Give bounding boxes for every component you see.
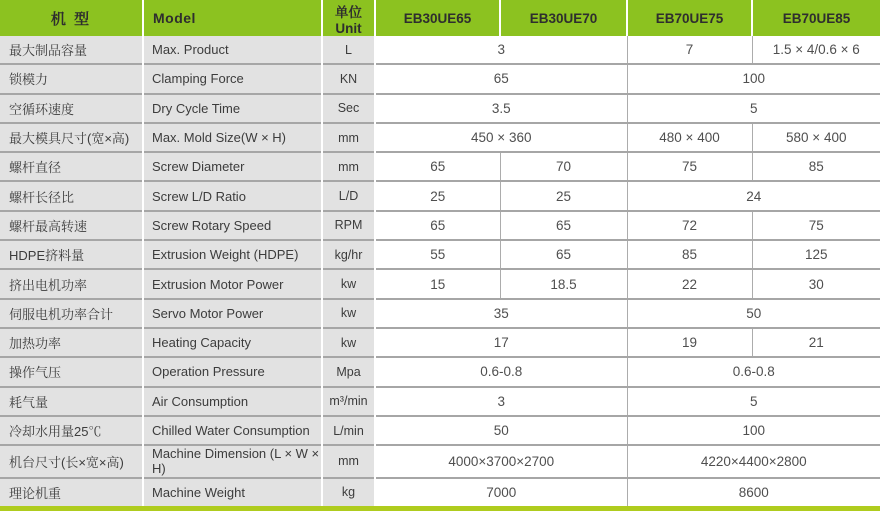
spec-row xyxy=(0,357,880,386)
spec-value-cell: 0.6-0.8 xyxy=(627,357,880,386)
spec-unit: Sec xyxy=(322,94,375,123)
spec-row xyxy=(0,478,880,507)
spec-label-cn: 最大制品容量 xyxy=(0,36,143,64)
spec-unit: kw xyxy=(322,299,375,328)
spec-label-cn: 加热功率 xyxy=(0,328,143,357)
spec-value-cell: 35 xyxy=(375,299,627,328)
spec-row xyxy=(0,36,880,64)
spec-unit: kg xyxy=(322,478,375,507)
spec-label-en: Screw Diameter xyxy=(143,152,322,181)
spec-value-cell: 450 × 360 xyxy=(375,123,627,152)
header-model-cn: 机 型 xyxy=(0,0,143,36)
spec-value-cell: 65 xyxy=(500,240,627,269)
spec-label-cn: 螺杆直径 xyxy=(0,152,143,181)
header-unit: 单位Unit xyxy=(322,0,375,36)
spec-value-cell: 5 xyxy=(627,387,880,416)
spec-value-cell: 19 xyxy=(627,328,752,357)
spec-row xyxy=(0,94,880,123)
spec-value-cell: 25 xyxy=(375,181,500,210)
spec-row xyxy=(0,299,880,328)
spec-value-cell: 72 xyxy=(627,211,752,240)
spec-label-cn: 空循环速度 xyxy=(0,94,143,123)
header-model-eb30ue65: EB30UE65 xyxy=(375,0,500,36)
spec-label-en: Heating Capacity xyxy=(143,328,322,357)
spec-row xyxy=(0,123,880,152)
spec-label-en: Clamping Force xyxy=(143,64,322,93)
spec-value-cell: 100 xyxy=(627,416,880,445)
spec-value-cell: 65 xyxy=(375,152,500,181)
spec-value-cell: 55 xyxy=(375,240,500,269)
spec-value-cell: 7 xyxy=(627,36,752,64)
spec-label-cn: 冷却水用量25℃ xyxy=(0,416,143,445)
spec-unit: mm xyxy=(322,445,375,477)
spec-label-en: Operation Pressure xyxy=(143,357,322,386)
header-model-eb70ue75: EB70UE75 xyxy=(627,0,752,36)
spec-label-en: Dry Cycle Time xyxy=(143,94,322,123)
spec-value-cell: 65 xyxy=(500,211,627,240)
spec-label-cn: 机台尺寸(长×宽×高) xyxy=(0,445,143,477)
spec-value-cell: 70 xyxy=(500,152,627,181)
spec-label-cn: 伺服电机功率合计 xyxy=(0,299,143,328)
header-model-eb30ue70: EB30UE70 xyxy=(500,0,627,36)
spec-unit: mm xyxy=(322,123,375,152)
spec-label-en: Air Consumption xyxy=(143,387,322,416)
spec-value-cell: 65 xyxy=(375,64,627,93)
spec-row xyxy=(0,181,880,210)
spec-value-cell: 100 xyxy=(627,64,880,93)
spec-value-cell: 3 xyxy=(375,36,627,64)
spec-label-cn: 锁模力 xyxy=(0,64,143,93)
spec-label-cn: 耗气量 xyxy=(0,387,143,416)
spec-row xyxy=(0,445,880,477)
spec-value-cell: 0.6-0.8 xyxy=(375,357,627,386)
spec-label-cn: 理论机重 xyxy=(0,478,143,507)
spec-unit: kg/hr xyxy=(322,240,375,269)
spec-value-cell: 580 × 400 xyxy=(752,123,880,152)
spec-unit: L xyxy=(322,36,375,64)
spec-value-cell: 4000×3700×2700 xyxy=(375,445,627,477)
spec-unit: L/D xyxy=(322,181,375,210)
header-model-en: Model xyxy=(143,0,322,36)
spec-row xyxy=(0,328,880,357)
header-row xyxy=(0,0,880,36)
spec-unit: mm xyxy=(322,152,375,181)
spec-row xyxy=(0,211,880,240)
spec-value-cell: 4220×4400×2800 xyxy=(627,445,880,477)
spec-unit: m³/min xyxy=(322,387,375,416)
spec-unit: kw xyxy=(322,328,375,357)
spec-row xyxy=(0,387,880,416)
spec-row xyxy=(0,152,880,181)
spec-unit: Mpa xyxy=(322,357,375,386)
spec-value-cell: 24 xyxy=(627,181,880,210)
spec-value-cell: 22 xyxy=(627,269,752,298)
spec-row xyxy=(0,240,880,269)
spec-label-en: Max. Product xyxy=(143,36,322,64)
spec-label-en: Servo Motor Power xyxy=(143,299,322,328)
spec-label-en: Chilled Water Consumption xyxy=(143,416,322,445)
header-model-eb70ue85: EB70UE85 xyxy=(752,0,880,36)
spec-value-cell: 15 xyxy=(375,269,500,298)
spec-value-cell: 5 xyxy=(627,94,880,123)
spec-label-en: Screw Rotary Speed xyxy=(143,211,322,240)
spec-value-cell: 21 xyxy=(752,328,880,357)
spec-value-cell: 3 xyxy=(375,387,627,416)
spec-value-cell: 125 xyxy=(752,240,880,269)
spec-row xyxy=(0,416,880,445)
spec-label-en: Extrusion Motor Power xyxy=(143,269,322,298)
spec-label-cn: 操作气压 xyxy=(0,357,143,386)
spec-label-cn: HDPE挤料量 xyxy=(0,240,143,269)
spec-value-cell: 75 xyxy=(627,152,752,181)
spec-value-cell: 8600 xyxy=(627,478,880,507)
spec-label-en: Screw L/D Ratio xyxy=(143,181,322,210)
bottom-accent-bar xyxy=(0,506,880,511)
spec-value-cell: 75 xyxy=(752,211,880,240)
spec-label-en: Machine Dimension (L × W × H) xyxy=(143,445,322,477)
spec-label-cn: 最大模具尺寸(宽×高) xyxy=(0,123,143,152)
spec-value-cell: 50 xyxy=(627,299,880,328)
spec-value-cell: 85 xyxy=(752,152,880,181)
spec-label-en: Max. Mold Size(W × H) xyxy=(143,123,322,152)
spec-unit: KN xyxy=(322,64,375,93)
spec-value-cell: 18.5 xyxy=(500,269,627,298)
spec-label-en: Extrusion Weight (HDPE) xyxy=(143,240,322,269)
spec-unit: L/min xyxy=(322,416,375,445)
spec-value-cell: 65 xyxy=(375,211,500,240)
spec-row xyxy=(0,64,880,93)
spec-value-cell: 7000 xyxy=(375,478,627,507)
spec-value-cell: 480 × 400 xyxy=(627,123,752,152)
spec-unit: RPM xyxy=(322,211,375,240)
spec-value-cell: 30 xyxy=(752,269,880,298)
spec-label-cn: 螺杆最高转速 xyxy=(0,211,143,240)
spec-unit: kw xyxy=(322,269,375,298)
spec-value-cell: 1.5 × 4/0.6 × 6 xyxy=(752,36,880,64)
spec-label-cn: 螺杆长径比 xyxy=(0,181,143,210)
spec-label-en: Machine Weight xyxy=(143,478,322,507)
spec-label-cn: 挤出电机功率 xyxy=(0,269,143,298)
spec-value-cell: 50 xyxy=(375,416,627,445)
spec-value-cell: 85 xyxy=(627,240,752,269)
spec-value-cell: 17 xyxy=(375,328,627,357)
spec-value-cell: 25 xyxy=(500,181,627,210)
spec-row xyxy=(0,269,880,298)
spec-value-cell: 3.5 xyxy=(375,94,627,123)
